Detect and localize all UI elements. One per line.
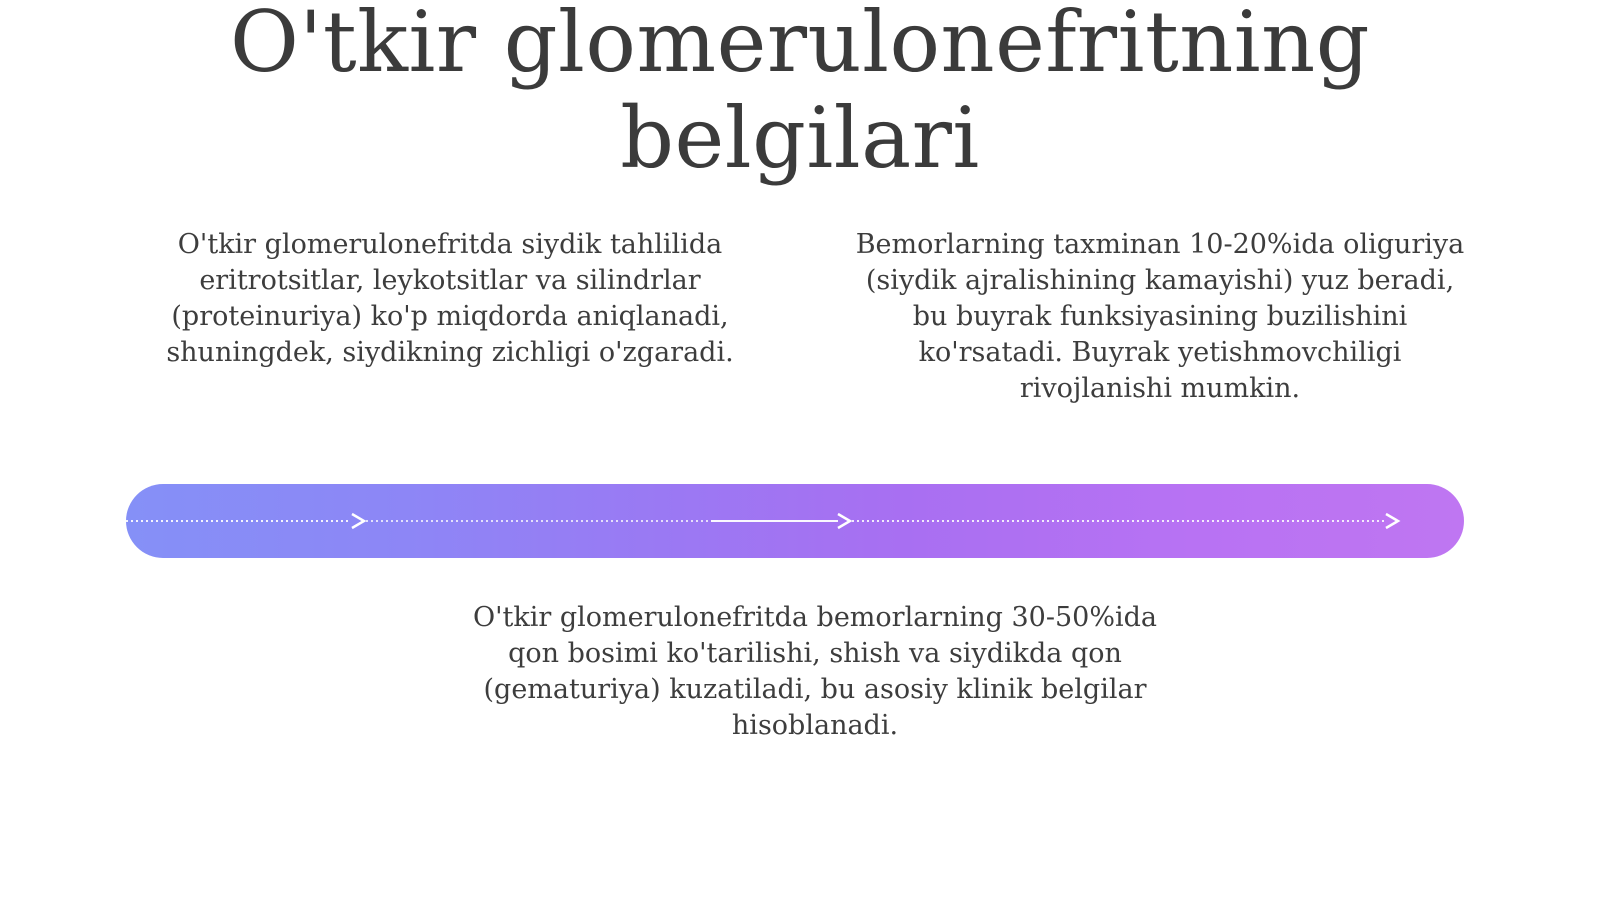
arrow-right-icon — [1386, 514, 1398, 528]
timeline-bar — [126, 484, 1464, 558]
symptom-text-hypertension: O'tkir glomerulonefritda bemorlarning 30-50%ida qon bosimi ko'tarilishi, shish va siydikda qon (gematuriya) kuzatiladi, bu asosiy klinik belgilar hisoblanadi. — [472, 602, 1157, 741]
arrow-right-icon — [352, 514, 364, 528]
page-title-line-1: O'tkir glomerulonefritning — [229, 0, 1371, 91]
page-title-line-2: belgilari — [620, 89, 980, 187]
symptom-text-oliguria: Bemorlarning taxminan 10-20%ida oliguriya (siydik ajralishining kamayishi) yuz beradi, bu buyrak funksiyasining buzilishini ko'rsatadi. Buyrak yetishmovchiligi rivojlanishi mumkin. — [855, 229, 1465, 404]
timeline-arrows — [126, 484, 1464, 558]
page-title — [0, 0, 1600, 186]
arrow-right-icon — [838, 514, 850, 528]
symptom-text-urinalysis: O'tkir glomerulonefritda siydik tahlilida eritrotsitlar, leykotsitlar va silindrlar (proteinuriya) ko'p miqdorda aniqlanadi, shuningdek, siydikning zichligi o'zgaradi. — [166, 229, 734, 368]
